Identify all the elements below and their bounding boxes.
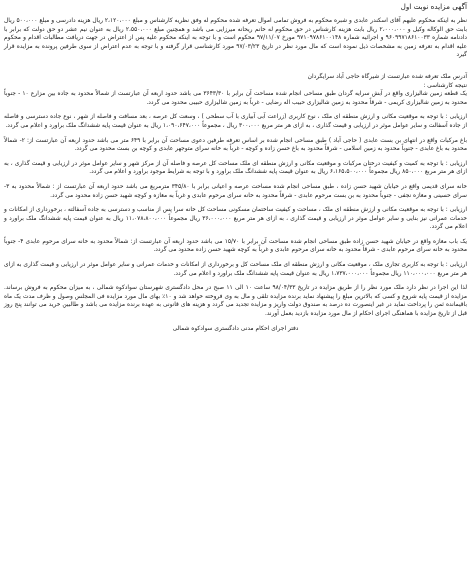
item-2-description: باغ مرکبات واقع در انتهای بن بست عابدی ( حاجی آباد ) طبق مساحی انجام شده بر اساس تعرفه طرفین دعوی مساحت آن برابر با ۶۴۹ متر می باشد حدود اربعه آن عبارتست از: ۲- شمالاً محدود به باغ عابدی - جنوباً محدود به زمین اسلامی - شرقاً محدود به باغ حسن زاده و کوچه - غرباً به خانه سرای متوجهر عابدی و کوچه بن بست محدود می گردد. [4,137,467,153]
item-1-description: یک قطعه زمین شالیزاری واقع در آبش سرایه گردان طبق مساحی انجام شده مساحت آن برابر با ۳۶۴۳/۳۰ می باشد حدود اربعه آن عبارتست از شمالاً محدود به جاده بین مزارع ۱۰ - جنوباً محدود به زمین شالیزاری کریمی - شرقاً محدود به زمین شالیزاری حبیب اله رضایی - غرباً به زمین شالیزاری حبیبی محدود می گردد. [4,91,467,106]
item-2-valuation: ارزیابی : با توجه به کمیت و کیفیت درختان مرکبات و موقعیت مکانی و ارزش منطقه ای ملک مساحت کل عرصه و فاصله آن از مرکز شهر و سایر عوامل موثر در ارزیابی و قیمت گذاری ، به ازای هر متر مربع ۸۵۰،۰۰۰ ریال مجموعاً ۶،۱۶۵،۵۰۰،۰۰۰ ریال به عنوان قیمت پایه ششدانگ ملک براورد و با توجه به شرایط موجود براورد و اعلام می گردد. [4,160,467,176]
spacer [4,60,467,73]
result-title: نتیجه کارشناسی : [423,82,467,89]
auction-conditions: لذا این اجرا در نظر دارد ملک مورد نظر را از طریق مزایده در تاریخ ۹۸/۰۴/۳۳ ساعت ۱۰ الی ۱۱ صبح در محل دادگستری شهرستان سوادکوه شمالی ، به میزان محکوم به فروش برساند. مزایده از قیمت پایه شروع و کسی که بالاترین مبلغ را پیشنهاد نماید برنده مزایده تلقی و مال به وی فروخته خواهد شد و ۱۰٪ بهای مال مورد مزایده فی المجلس وصول و ظرف مدت یک ماه باقیمانده ثمن را پرداخت نماید در غیر اینصورت ده درصد به صندوق دولت واریز و مزایده تجدید می گردد و هزینه های قانونی به عهده برنده مزایده می باشد و طالبین خرید می توانند پنج روز قبل از تاریخ مزایده با هماهنگی اجرای احکام از مال مورد مزایده بازدید بعمل آورند. [4,285,467,318]
item-4-valuation: ارزیابی : با توجه به کاربری تجاری ملک ، موقعیت مکانی و ارزش منطقه ای ملک مساحت کل و برخورداری از امکانات و خدمات عمرانی و سایر عوامل موثر در ارزیابی و قیمت گذاری به ازای هر متر مربع ۱۱۰،۰۰۰،۰۰۰ ریال مجموعاً ۱،۷۳۷،۰۰۰،۰۰۰ ریال به عنوان قیمت پایه ششدانگ ملک براورد و اعلام می گردد. [4,262,467,277]
issuer-signature: دفتر اجرای احکام مدنی دادگستری سوادکوه شمالی [172,325,299,332]
item-3-valuation: ارزیابی : با توجه به موقعیت مکانی و ارزش منطقه ای ملک ، مساحت و کیفیت ساختمان مسکونی مساحت کل خانه سرا پس از مناسب و دسترسی به جاده آسفالته ، برخورداری از امکانات و خدمات عمرانی نیز بنایی و سایر عوامل موثر در ارزیابی و قیمت گذاری ، به ازای هر متر مربع ۳۶،۰۰۰،۰۰۰ ریال مجموعاً ۱۱،۰۷۸،۸۰۰،۰۰۰ ریال به عنوان قیمت پایه ششدانگ ملک براورد و اعلام می گردد. [4,207,467,231]
notice-intro-paragraph: نظر به اینکه محکوم علیهم آقای اسکندر عابدی و شبره محکوم به فروش تمامی اموال تعرفه شده محکوم له وفق نظریه کارشناس و مبلغ ۲،۱۲۰،۰۰۰ ریال هزینه دادرسی و مبلغ ۵۰۰،۰۰۰ ریال بابت حق الوکاله وکیل و ۲،۰۰۰،۰۰۰ ریال بابت هزینه کارشناس در حق محکوم له خانم ریحانه میرزایی می باشد و همچنین مبلغ ۲،۵۵۰،۰۰۰ ریال به عنوان نیم عشر دو حق دولت که برابر با دادنامه شماره ۹۶۰۹۹۷۱۸۶۱۰۰۳۳ و اجرائیه شماره ۹۷۱۰۹۷۸۶۱۰۰۱۴۸ مورخ ۹۷/۱۱/۰۷ محکوم است و با توجه به اینکه محکوم علیه پس از اعتراض در جهت دریافت مطالبات اقدام و محکوم علیه اقدام به تعرفه زمین به مشخصات ذیل نموده است که مال مورد نظر در تاریخ ۹۷/۰۳/۲۳ مورد کارشناسی قرار گرفته و با توجه به عدم اعتراض از سوی طرفین پرونده به مزایده قرار گیرد [4,18,468,59]
property-address: آدرس ملک تعرفه شده عبارتست از شیرگاه حاجی آباد سرایگردان [307,73,467,80]
notice-heading: آگهی مزایده نوبت اول [400,2,467,11]
item-1-valuation: ارزیابی : با توجه به موقعیت مکانی و ارزش منطقه ای ملک ، نوع کاربری (زراعت آبی آبیاری با آب سطحی ) ، وسعت کل عرصه ، بعد مسافت و فاصله از شهر ، نوع جاده دسترسی و فاصله از جاده آسفالت و سایر عوامل موثر در ارزیابی و قیمت گذاری ، به ازای هر متر مربع ۳۰۰،۰۰۰ ریال ، مجموعاً ۱،۰۹۰،۶۴۷،۰۰۰ ریال به عنوان قیمت پایه ششدانگ ملک براورد و اعلام می گردد. [4,114,467,129]
item-3-description: خانه سرای قدیمی واقع در خیابان شهید حسن زاده ، طبق مساحی انجام شده مساحت عرصه و اعیانی برابر با ۳۴۵/۸۰ مترمربع می باشد حدود اربعه آن عبارتست از : شمالاً محدود به ۳- سرای حسینی و مغازه نجفی - جنوباً محدود به بن بست مرحوم عابدی - شرقاً محدود به خانه سرای مرحوم عابدی و غرباً به مغازه و کوچه شهید حسن زاده محدود می گردد. [4,183,468,199]
item-4-description: یک باب مغازه واقع در خیابان شهید حسن زاده طبق مساحی انجام شده مساحت آن برابر با ۱۵/۷۰ می باشد حدود اربعه آن عبارتست از: شمالاً محدود به خانه سرای مرحوم عابدی ۴- جنوباً محدود به خانه سرای مرحوم عابدی - شرقاً محدود به خانه سرای مرحوم عابدی و غرباً به کوچه شهید حسن زاده محدود می گردد. [4,238,468,254]
